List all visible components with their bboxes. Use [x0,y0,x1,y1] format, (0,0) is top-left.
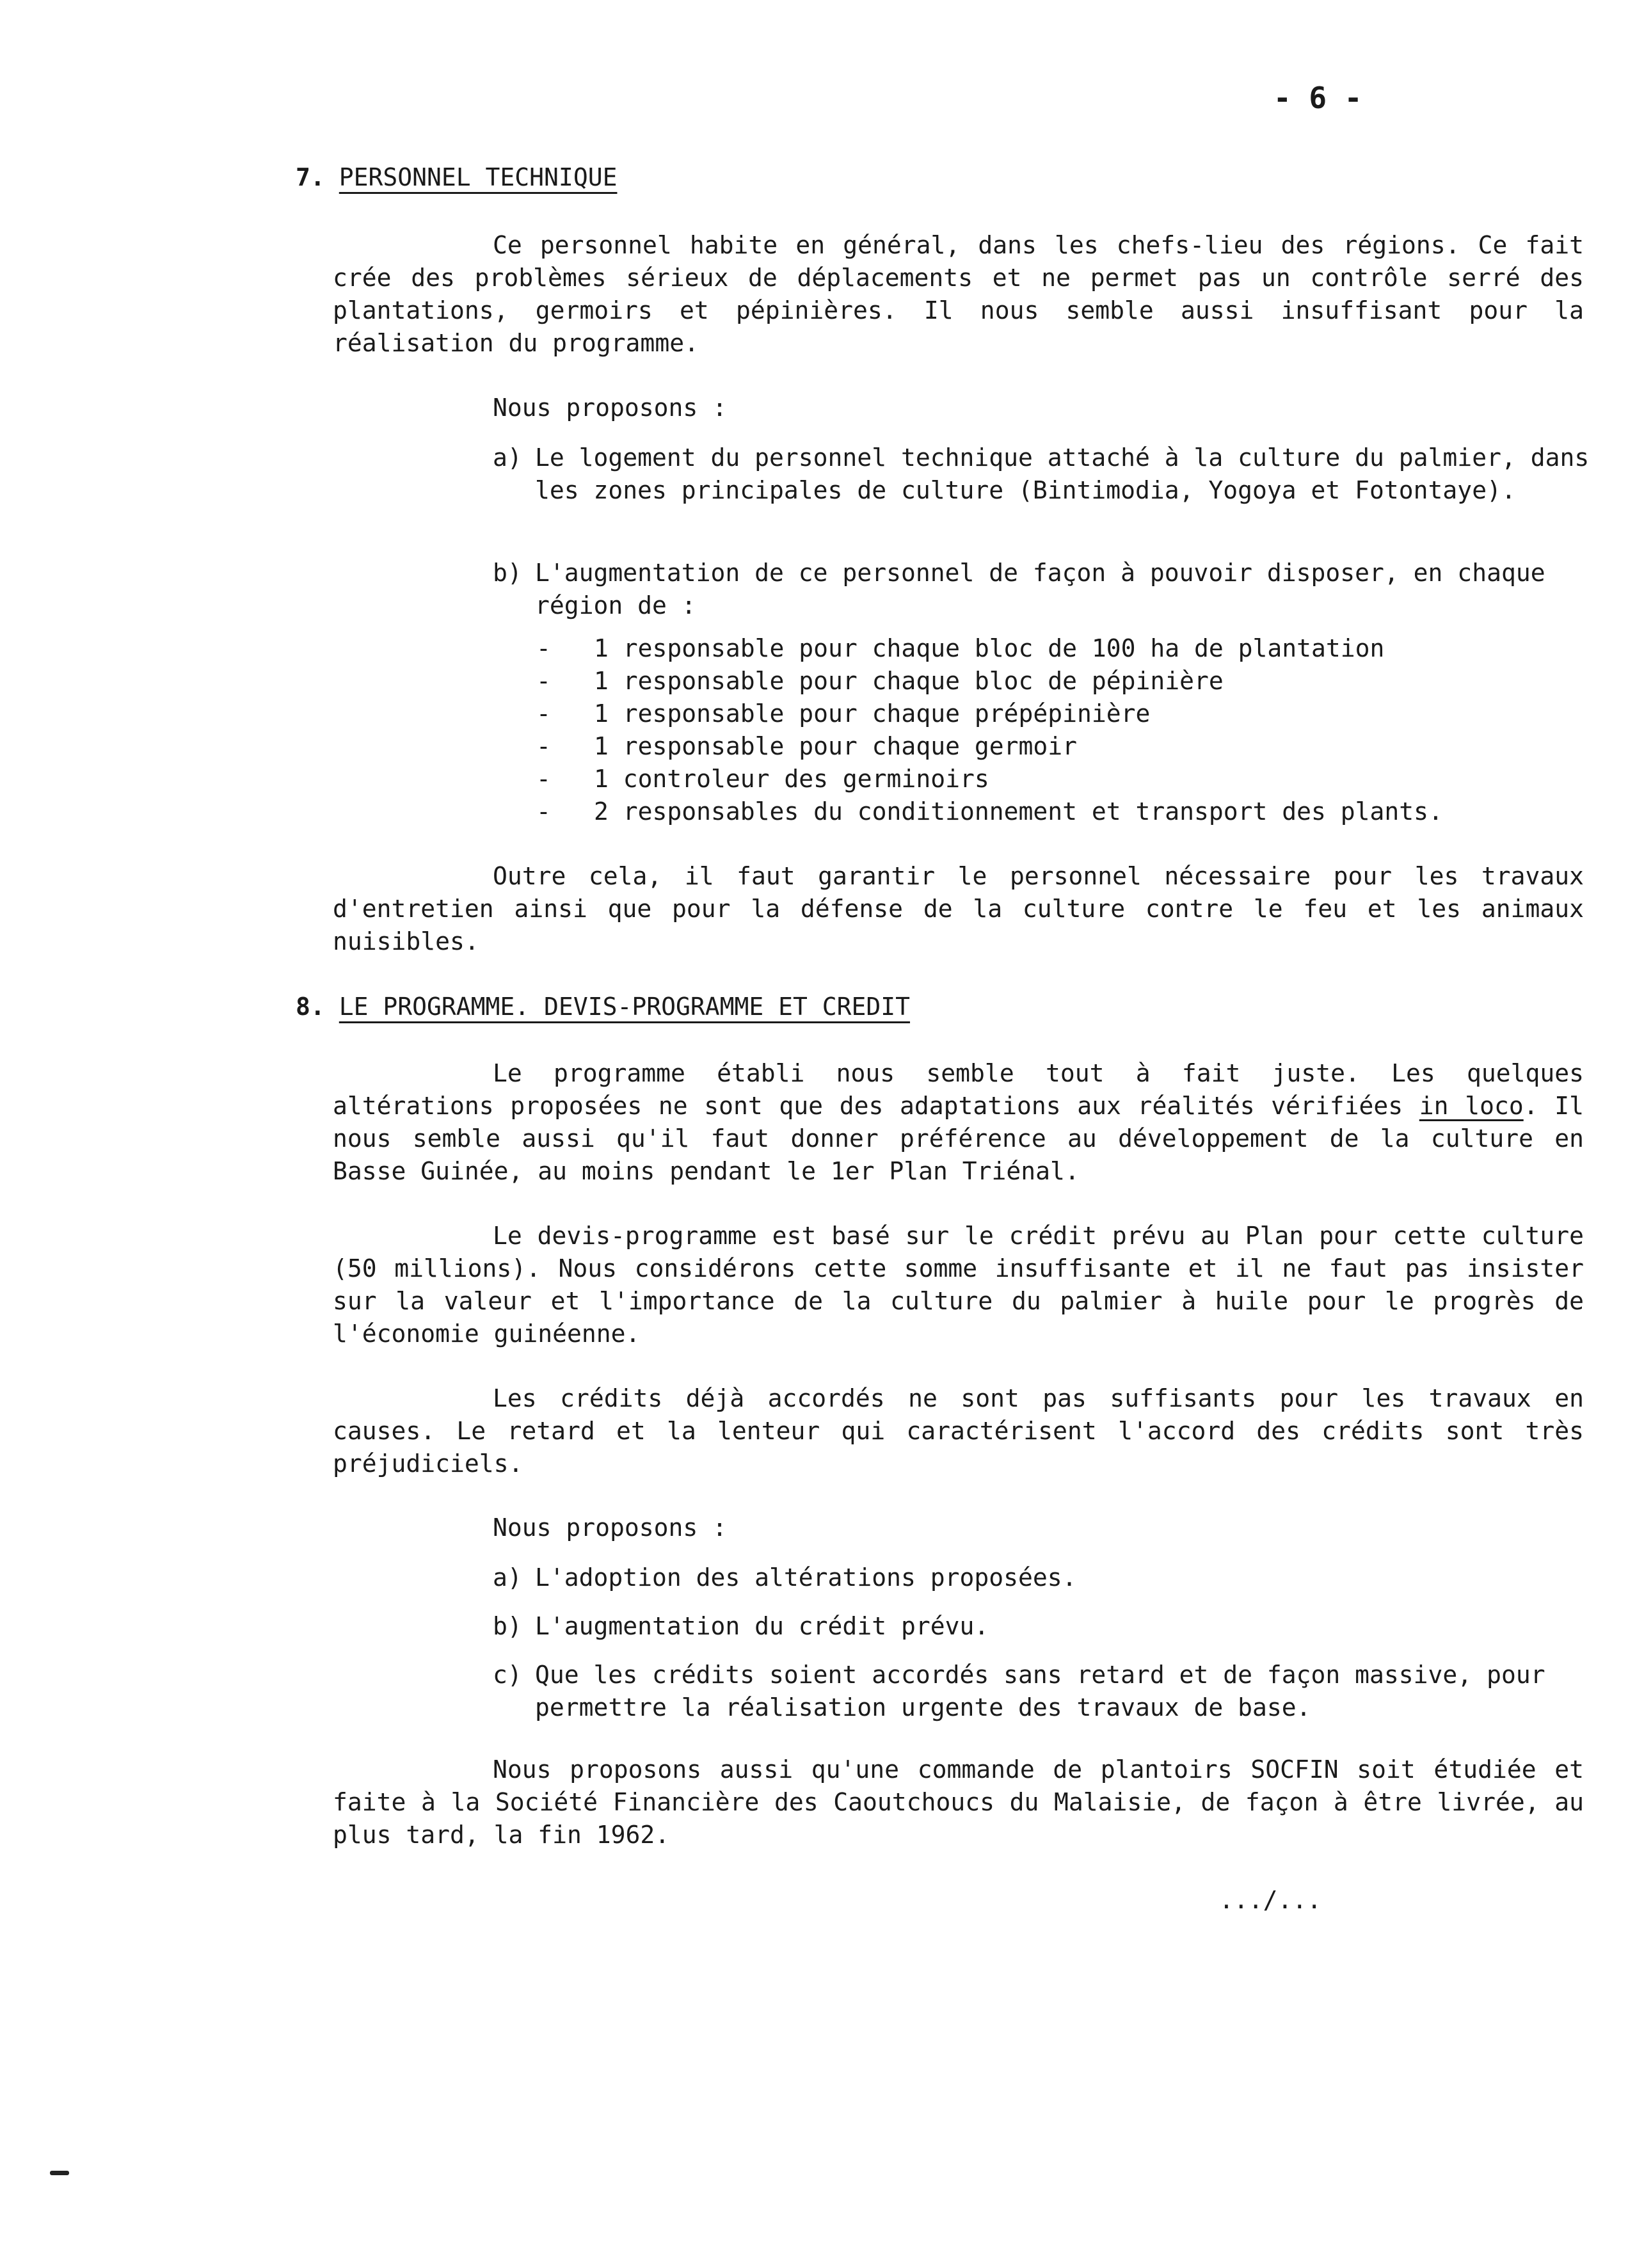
item-c-text: Que les crédits soient accordés sans retard et de façon massive, pour permettre la réalisation urgente des travaux de base. [535,1661,1545,1721]
section-8-item-b [493,1610,1626,1643]
scan-artifact-mark [50,2171,69,2175]
item-b-text: L'augmentation du crédit prévu. [535,1612,989,1640]
section-8-item-a [493,1561,1626,1594]
section-8-closing: Nous proposons aussi qu'une commande de plantoirs SOCFIN soit étudiée et faite à la Société Financière des Caoutchoucs du Malaisie, de façon à être livrée, au plus tard, la fin 1962. [333,1755,1584,1849]
item-a-marker: a) [493,443,522,472]
section-8-paragraph-1: Le programme établi nous semble tout à fait juste. Les quelques altérations proposées ne sont que des adaptations aux réalités vérifiées in loco. Il nous semble aussi qu'il faut donner préférence au développement de la culture en Basse Guinée, au moins pendant le 1er Plan Triénal. [333,1059,1584,1185]
section-7-closing: Outre cela, il faut garantir le personnel nécessaire pour les travaux d'entretien ainsi que pour la défense de la culture contre le feu et les animaux nuisibles. [333,862,1584,955]
item-b-marker: b) [493,1612,522,1640]
item-a-text: L'adoption des altérations proposées. [535,1563,1077,1592]
section-7-intro: Ce personnel habite en général, dans les chefs-lieu des régions. Ce fait crée des problèmes sérieux de déplacements et ne permet pas un contrôle serré des plantations, germoirs et pépinières. Il nous semble aussi insuffisant pour la réalisation du programme. [333,231,1584,357]
section-8-number: 8. [296,993,325,1021]
list-item: - 1 responsable pour chaque bloc de 100 ha de plantation [536,634,1385,662]
item-b-text: L'augmentation de ce personnel de façon à pouvoir disposer, en chaque région de : [535,559,1545,619]
section-8-item-c [493,1659,1626,1724]
section-7-number: 7. [296,163,325,191]
section-7-item-b [493,557,1626,622]
item-a-marker: a) [493,1563,522,1592]
section-8-proposals-label: Nous proposons : [493,1513,728,1542]
section-7-item-a [493,442,1626,507]
continuation-mark: .../... [1219,1886,1322,1914]
underlined-term: in loco [1419,1092,1524,1120]
item-a-text: Le logement du personnel technique attaché à la culture du palmier, dans les zones principales de culture (Bintimodia, Yogoya et Fotontaye). [535,443,1590,504]
staff-requirements-list [536,632,1443,828]
page-number: - 6 - [1273,81,1362,115]
list-item: - 2 responsables du conditionnement et transport des plants. [536,797,1443,826]
section-8-heading [296,991,910,1023]
section-7-heading [296,161,617,194]
list-item: - 1 responsable pour chaque prépépinière [536,699,1151,728]
section-8-paragraph-3: Les crédits déjà accordés ne sont pas suffisants pour les travaux en causes. Le retard et la lenteur qui caractérisent l'accord des crédits sont très préjudiciels. [333,1384,1584,1478]
section-8-title: LE PROGRAMME. DEVIS-PROGRAMME ET CREDIT [339,993,911,1021]
section-7-proposals-label: Nous proposons : [493,394,728,422]
item-c-marker: c) [493,1661,522,1689]
section-7-title: PERSONNEL TECHNIQUE [339,163,618,191]
section-8-paragraph-2: Le devis-programme est basé sur le crédit prévu au Plan pour cette culture (50 millions). Nous considérons cette somme insuffisante et il ne faut pas insister sur la valeur et l'importance de la culture du palmier à huile pour le progrès de l'économie guinéenne. [333,1222,1584,1348]
list-item: - 1 responsable pour chaque bloc de pépinière [536,667,1224,695]
list-item: - 1 controleur des germinoirs [536,765,989,793]
list-item: - 1 responsable pour chaque germoir [536,732,1077,760]
item-b-marker: b) [493,559,522,587]
